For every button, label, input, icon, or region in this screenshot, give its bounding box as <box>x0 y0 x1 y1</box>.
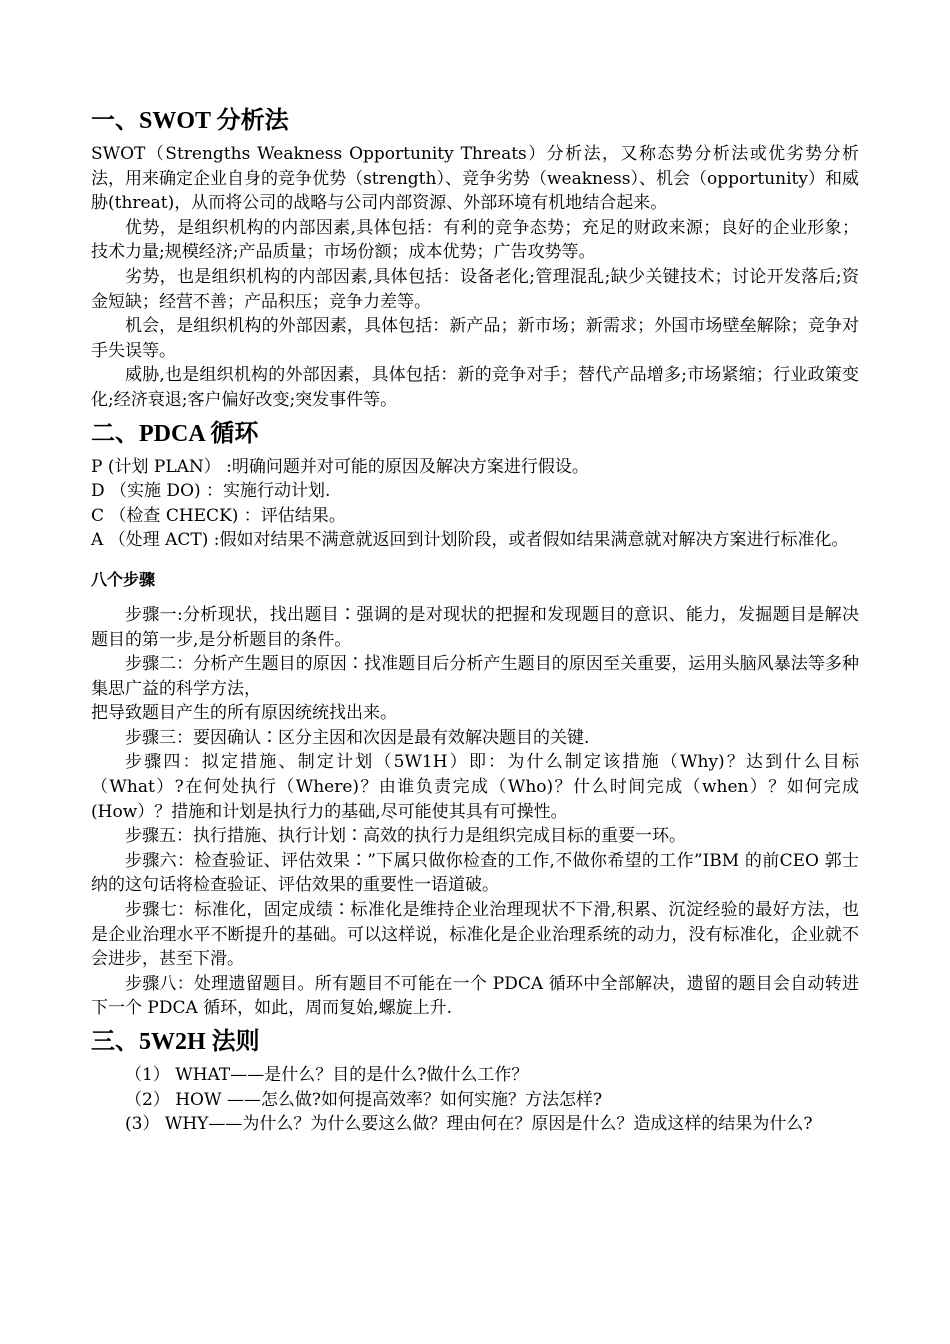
swot-opportunity: 机会，是组织机构的外部因素，具体包括：新产品；新市场；新需求；外国市场壁垒解除；竞争对手失误等。 <box>91 316 859 361</box>
document-page <box>91 104 859 1137</box>
step-7: 步骤七：标准化，固定成绩∶标准化是维持企业治理现状不下滑,积累、沉淀经验的最好方法，也是企业治理水平不断提升的基础。可以这样说，标准化是企业治理系统的动力，没有标准化，企业就不会进步，甚至下滑。 <box>91 900 859 970</box>
step-4: 步骤四：拟定措施、制定计划（5W1H）即：为什么制定该措施（Why)？达到什么目标（What）?在何处执行（Where)？由谁负责完成（Who)？什么时间完成（when）？如何完成(How）？措施和计划是执行力的基础,尽可能使其具有可操性。 <box>91 752 859 822</box>
step-2-continued: 把导致题目产生的所有原因统统找出来。 <box>91 703 397 724</box>
pdca-check: C （检查 CHECK) ：评估结果。 <box>91 505 346 526</box>
steps-heading: 八个步骤 <box>91 569 156 589</box>
5w2h-item-why: (3） WHY——为什么？为什么要这么做？理由何在？原因是什么？造成这样的结果为什么? <box>125 1114 813 1135</box>
step-2: 步骤二：分析产生题目的原因∶找准题目后分析产生题目的原因至关重要，运用头脑风暴法等多种集思广益的科学方法， <box>91 654 859 699</box>
step-3: 步骤三：要因确认∶区分主因和次因是最有效解决题目的关键. <box>125 727 590 748</box>
swot-threat: 威胁,也是组织机构的外部因素，具体包括：新的竞争对手；替代产品增多;市场紧缩；行业政策变化;经济衰退;客户偏好改变;突发事件等。 <box>91 365 859 410</box>
swot-intro: SWOT（Strengths Weakness Opportunity Threats）分析法，又称态势分析法或优劣势分析法，用来确定企业自身的竞争优势（strength）、竞争劣势（weakness）、机会（opportunity）和威胁(threat)，从而将公司的战略与公司内部资源、外部环境有机地结合起来。 <box>91 144 859 214</box>
section-title-swot: 一、SWOT 分析法 <box>91 108 289 134</box>
pdca-plan: P (计划 PLAN） :明确问题并对可能的原因及解决方案进行假设。 <box>91 456 589 477</box>
section-title-5w2h: 三、5W2H 法则 <box>91 1029 260 1055</box>
swot-strength: 优势，是组织机构的内部因素,具体包括：有利的竞争态势；充足的财政来源；良好的企业形象；技术力量;规模经济;产品质量；市场份额；成本优势；广告攻势等。 <box>91 217 859 263</box>
5w2h-item-what: （1） WHAT——是什么？目的是什么?做什么工作？ <box>125 1065 529 1085</box>
step-6: 步骤六：检查验证、评估效果∶”下属只做你检查的工作,不做你希望的工作”IBM 的前CEO 郭士纳的这句话将检查验证、评估效果的重要性一语道破。 <box>91 850 859 896</box>
pdca-act: A （处理 ACT) :假如对结果不满意就返回到计划阶段，或者假如结果满意就对解决方案进行标准化。 <box>91 530 849 551</box>
step-1: 步骤一:分析现状，找出题目∶强调的是对现状的把握和发现题目的意识、能力，发掘题目是解决题目的第一步,是分析题目的条件。 <box>91 604 859 650</box>
section-title-pdca: 二、PDCA 循环 <box>91 420 259 447</box>
5w2h-item-how: （2） HOW ——怎么做?如何提高效率？如何实施？方法怎样? <box>125 1089 603 1110</box>
step-5: 步骤五：执行措施、执行计划∶高效的执行力是组织完成目标的重要一环。 <box>125 826 686 847</box>
swot-weakness: 劣势，也是组织机构的内部因素,具体包括：设备老化;管理混乱;缺少关键技术；讨论开发落后;资金短缺；经营不善；产品积压；竞争力差等。 <box>91 266 859 312</box>
step-8: 步骤八：处理遗留题目。所有题目不可能在一个 PDCA 循环中全部解决，遗留的题目会自动转进下一个 PDCA 循环，如此，周而复始,螺旋上升. <box>91 973 859 1019</box>
pdca-do: D （实施 DO) ：实施行动计划. <box>91 481 331 502</box>
